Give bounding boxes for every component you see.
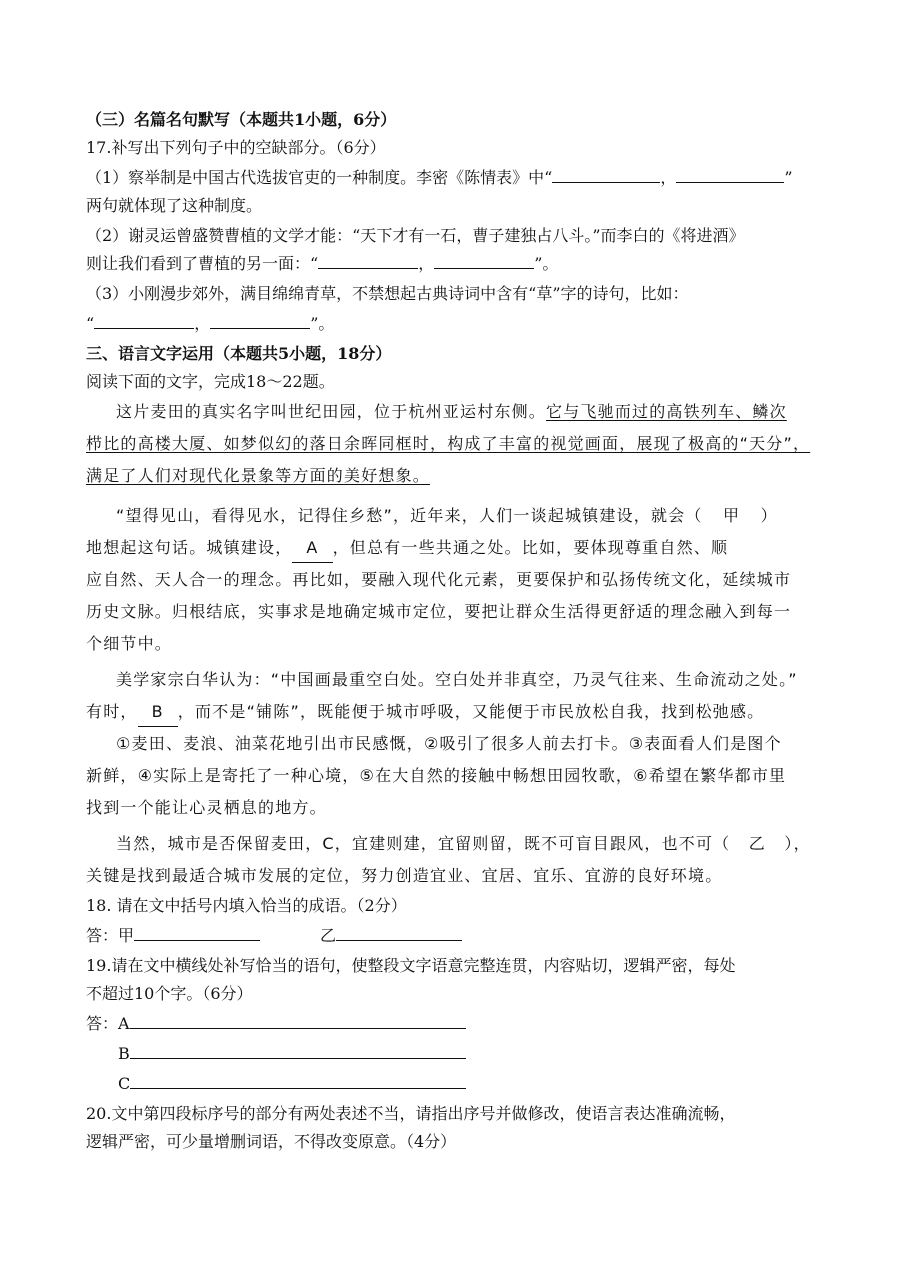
para3-line1: 美学家宗白华认为：“中国画最重空白处。空白处并非真空，乃灵气往来、生命流动之处。” xyxy=(116,670,798,689)
para2-line4: 历史文脉。归根结底，实事求是地确定城市定位，要把让群众生活得更舒适的理念融入到每一 xyxy=(86,602,792,621)
para2-text-a: “望得见山，看得见水，记得住乡愁”，近年来，人们一谈起城镇建设，就会（ xyxy=(116,506,703,525)
q18-answer-jia-line[interactable] xyxy=(134,924,260,941)
para2-line2 xyxy=(86,534,728,562)
q17-blank-6[interactable] xyxy=(210,312,310,329)
q17-item3-line1: （3）小刚漫步郊外，满目绵绵青草，不禁想起古典诗词中含有“草”字的诗句，比如： xyxy=(86,284,689,303)
q17-item1-line2: 两句就体现了这种制度。 xyxy=(86,196,263,215)
para4-line2: 新鲜，④实际上是寄托了一种心境，⑤在大自然的接触中畅想田园牧歌，⑥希望在繁华都市里 xyxy=(86,766,787,785)
q17-item1-text-a: （1）察举制是中国古代选拔官吏的一种制度。李密《陈情表》中“ xyxy=(86,168,553,187)
q19-answer-c-line[interactable] xyxy=(130,1072,466,1089)
para4-line3: 找到一个能让心灵栖息的地方。 xyxy=(86,798,327,817)
q17-item3-line2 xyxy=(86,310,334,338)
q19-answer-b xyxy=(118,1040,466,1068)
q17-blank-2[interactable] xyxy=(676,166,784,183)
para2-line2-b: ，但总有一些共通之处。比如，要体现尊重自然、顺 xyxy=(332,538,729,557)
para3-line2-b: ，而不是“铺陈”，既能便于城市呼吸，又能便于市民放松自我，找到松弛感。 xyxy=(177,702,765,721)
q17-blank-4[interactable] xyxy=(434,252,534,269)
part-3-title: 三、语言文字运用（本题共5小题，18分） xyxy=(86,344,392,363)
q18-answer-yi-label: 乙 xyxy=(320,926,337,945)
q17-item2-text-d: ”。 xyxy=(534,254,559,273)
para3-line2 xyxy=(86,698,764,726)
para5-text-b: ）， xyxy=(784,834,811,853)
para2-line2-a: 地想起这句话。城镇建设， xyxy=(86,538,293,557)
para1-underlined-1: 它与飞驰而过的高铁列车、鳞次 xyxy=(546,402,787,421)
para1-plain: 这片麦田的真实名字叫世纪田园，位于杭州亚运村东侧。 xyxy=(116,402,547,421)
q17-item3-text-b: “ xyxy=(86,314,95,333)
q18-answer-yi-line[interactable] xyxy=(336,924,462,941)
q17-item1-line1 xyxy=(86,164,793,192)
q17-blank-1[interactable] xyxy=(552,166,660,183)
q19-answer-a-line[interactable] xyxy=(130,1012,466,1029)
blank-B[interactable]: B xyxy=(138,698,178,727)
q18-stem: 18. 请在文中括号内填入恰当的成语。（2分） xyxy=(86,896,407,915)
para5-line2: 关键是找到最适合城市发展的定位，努力创造宜业、宜居、宜乐、宜游的良好环境。 xyxy=(86,866,723,885)
para3-line2-a: 有时， xyxy=(86,702,138,721)
q19-stem-line1: 19.请在文中横线处补写恰当的语句，使整段文字语意完整连贯，内容贴切，逻辑严密，每处 xyxy=(86,956,736,975)
part-3-intro: 阅读下面的文字，完成18～22题。 xyxy=(86,372,335,391)
para5-line1 xyxy=(116,830,811,858)
q19-answer-a xyxy=(86,1010,466,1038)
blank-jia-label[interactable]: 甲 xyxy=(722,506,741,525)
para4-line1: ①麦田、麦浪、油菜花地引出市民感慨，②吸引了很多人前去打卡。③表面看人们是图个 xyxy=(116,734,782,753)
para1-underlined-2: 栉比的高楼大厦、如梦似幻的落日余晖同框时，构成了丰富的视觉画面，展现了极高的“天分”， xyxy=(86,434,811,453)
q17-item3-text-c: ， xyxy=(194,314,211,333)
q17-stem: 17.补写出下列句子中的空缺部分。（6分） xyxy=(86,138,386,157)
q18-answer-row xyxy=(86,922,462,950)
para2-line5: 个细节中。 xyxy=(86,634,173,653)
q19-answer-b-line[interactable] xyxy=(130,1042,466,1059)
q20-stem-line1: 20.文中第四段标序号的部分有两处表述不当，请指出序号并做修改，使语言表达准确流畅， xyxy=(86,1104,736,1123)
q17-blank-5[interactable] xyxy=(94,312,194,329)
q20-stem-line2: 逻辑严密，可少量增删词语，不得改变原意。（4分） xyxy=(86,1132,457,1151)
para2-line1 xyxy=(116,502,778,530)
para5-text-a: 当然，城市是否保留麦田，C，宜建则建，宜留则留，既不可盲目跟风，也不可（ xyxy=(116,834,731,853)
q19-answer-a-label: 答：A xyxy=(86,1014,130,1033)
q19-answer-b-label: B xyxy=(118,1044,130,1063)
para1-underlined-3: 满足了人们对现代化景象等方面的美好想象。 xyxy=(86,466,431,485)
q18-answer-prefix: 答：甲 xyxy=(86,926,135,945)
q17-item1-text-c: ” xyxy=(784,168,793,187)
q17-item2-text-c: ， xyxy=(418,254,435,273)
q17-item2-line1: （2）谢灵运曾盛赞曹植的文学才能：“天下才有一石，曹子建独占八斗。”而李白的《将进酒》 xyxy=(86,226,745,245)
q19-stem-line2: 不超过10个字。（6分） xyxy=(86,984,253,1003)
para2-line3: 应自然、天人合一的理念。再比如，要融入现代化元素，更要保护和弘扬传统文化，延续城市 xyxy=(86,570,792,589)
para2-text-b: ） xyxy=(760,506,778,525)
q17-item1-text-b: ， xyxy=(660,168,677,187)
q19-answer-c-label: C xyxy=(118,1074,131,1093)
blank-A[interactable]: A xyxy=(292,534,332,563)
q17-item3-text-d: ”。 xyxy=(310,314,335,333)
para1-line1 xyxy=(116,398,787,426)
q17-item2-text-b: 则让我们看到了曹植的另一面：“ xyxy=(86,254,319,273)
blank-yi-label[interactable]: 乙 xyxy=(748,834,766,853)
q17-blank-3[interactable] xyxy=(318,252,418,269)
q17-item2-line2 xyxy=(86,250,558,278)
q19-answer-c xyxy=(118,1070,466,1098)
section-3-title: （三）名篇名句默写（本题共1小题，6分） xyxy=(86,110,397,129)
